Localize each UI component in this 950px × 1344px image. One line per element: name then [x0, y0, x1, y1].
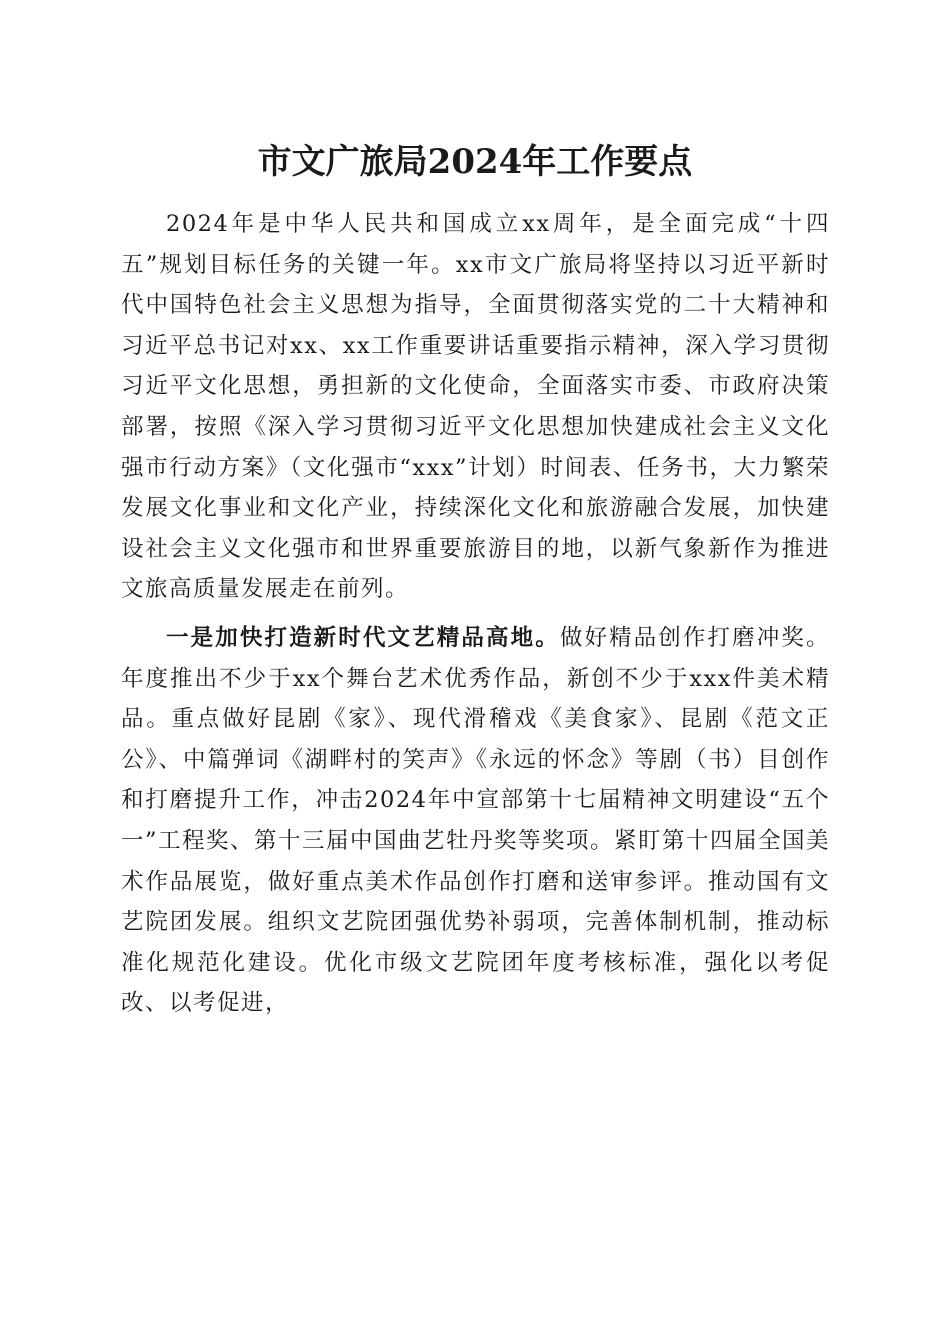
document-body [121, 204, 830, 1024]
paragraph-item-1 [121, 618, 830, 1024]
document-title: 市文广旅局2024年工作要点 [257, 142, 693, 182]
paragraph-intro [121, 204, 830, 610]
paragraph-lead: 一是加快打造新时代文艺精品高地。 [166, 624, 560, 651]
paragraph-text: 做好精品创作打磨冲奖。年度推出不少于xx个舞台艺术优秀作品，新创不少于xxx件美术精品。重点做好昆剧《家》、现代滑稽戏《美食家》、昆剧《范文正公》、中篇弹词《湖畔村的笑声》《永远的怀念》等剧（书）目创作和打磨提升工作，冲击2024年中宣部第十七届精神文明建设“五个一”工程奖、第十三届中国曲艺牡丹奖等奖项。紧盯第十四届全国美术作品展览，做好重点美术作品创作打磨和送审参评。推动国有文艺院团发展。组织文艺院团强优势补弱项，完善体制机制，推动标准化规范化建设。优化市级文艺院团年度考核标准，强化以考促改、以考促进， [121, 624, 831, 1017]
paragraph-text: 2024年是中华人民共和国成立xx周年，是全面完成“十四五”规划目标任务的关键一年。xx市文广旅局将坚持以习近平新时代中国特色社会主义思想为指导，全面贯彻落实党的二十大精神和习近平总书记对xx、xx工作重要讲话重要指示精神，深入学习贯彻习近平文化思想，勇担新的文化使命，全面落实市委、市政府决策部署，按照《深入学习贯彻习近平文化思想加快建成社会主义文化强市行动方案》（文化强市“xxx”计划）时间表、任务书，大力繁荣发展文化事业和文化产业，持续深化文化和旅游融合发展，加快建设社会主义文化强市和世界重要旅游目的地，以新气象新作为推进文旅高质量发展走在前列。 [121, 211, 830, 603]
